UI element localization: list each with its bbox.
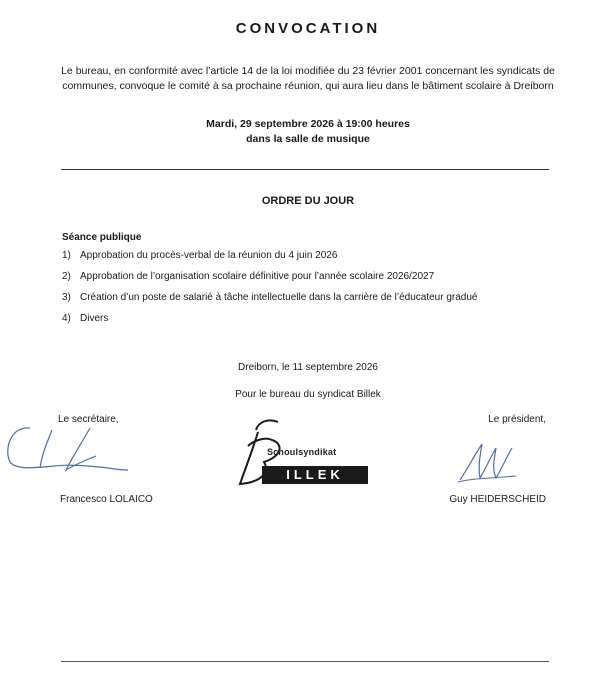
logo-top-text: Schoulsyndikat (267, 447, 337, 457)
logo-box-text: ILLEK (262, 466, 368, 484)
footer-divider-line (61, 661, 549, 662)
document-title: CONVOCATION (235, 20, 381, 37)
president-signature (450, 428, 530, 488)
agenda-item-number: 3) (62, 292, 71, 303)
agenda-item-text: Approbation de l’organisation scolaire définitive pour l’année scolaire 2026/2027 (80, 271, 435, 282)
meeting-location: dans la salle de musique (246, 133, 370, 145)
president-label: Le président, (488, 414, 546, 425)
agenda-title: ORDRE DU JOUR (261, 195, 355, 207)
agenda-item (62, 269, 477, 290)
agenda-item (62, 248, 477, 269)
agenda-item-text: Approbation du procès-verbal de la réunion du 4 juin 2026 (80, 250, 338, 261)
agenda-item (62, 290, 477, 311)
agenda-item-text: Divers (80, 313, 109, 324)
meeting-details (0, 117, 616, 147)
agenda-item-text: Création d’un poste de salarié à tâche intellectuelle dans la carrière de l’éducateur gradué (80, 292, 478, 303)
agenda-list (62, 248, 477, 332)
secretary-label: Le secrétaire, (58, 414, 119, 425)
agenda-item-number: 4) (62, 313, 71, 324)
agenda-item-number: 1) (62, 250, 71, 261)
intro-paragraph: Le bureau, en conformité avec l’article 14 de la loi modifiée du 23 février 2001 concernant les syndicats de communes, convoque le comité à sa prochaine réunion, qui aura lieu dans le bâtiment scolaire à Dreiborn (61, 65, 555, 92)
president-name: Guy HEIDERSCHEID (449, 494, 546, 505)
schoulsyndikat-billek-logo (222, 412, 377, 494)
meeting-datetime: Mardi, 29 septembre 2026 à 19:00 heures (206, 118, 410, 130)
divider-line (61, 169, 549, 170)
secretary-signature (0, 420, 150, 500)
agenda-item (62, 311, 477, 332)
bureau-line: Pour le bureau du syndicat Billek (235, 389, 381, 400)
dateline: Dreiborn, le 11 septembre 2026 (238, 362, 378, 373)
secretary-name: Francesco LOLAICO (60, 494, 153, 505)
agenda-item-number: 2) (62, 271, 71, 282)
agenda-section-label: Séance publique (62, 232, 142, 243)
